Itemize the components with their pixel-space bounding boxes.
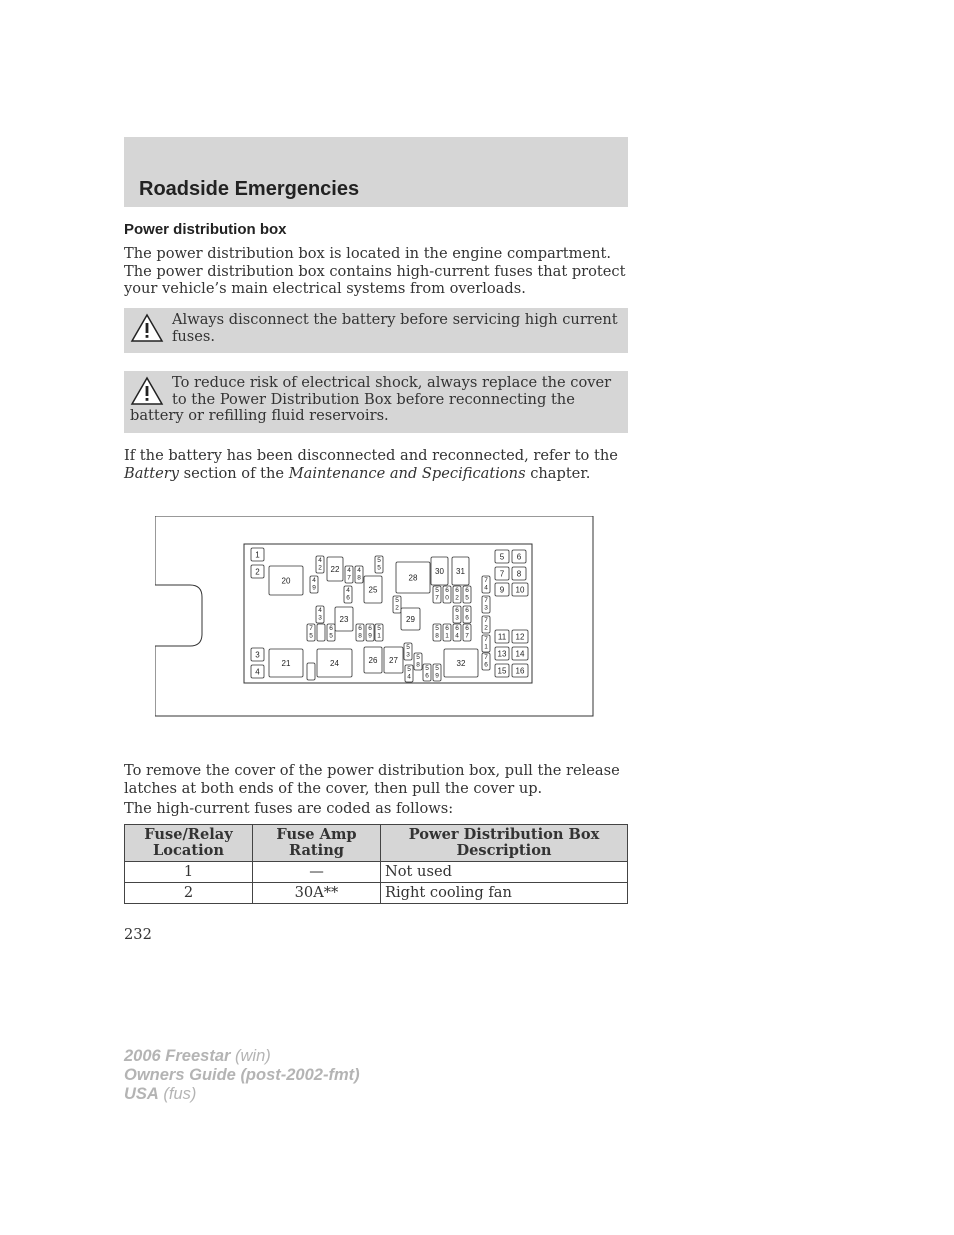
fuse-table	[124, 824, 628, 904]
fuse-label: 1	[377, 632, 381, 640]
fuse-label: 21	[281, 659, 291, 668]
footer-model-code: (win)	[230, 1047, 271, 1065]
fuse-label: 7	[347, 574, 351, 582]
fuse-label: 1	[445, 632, 449, 640]
fuse-label: 32	[456, 659, 466, 668]
fuse-label: 1	[484, 643, 488, 651]
fuse-label: 5	[395, 597, 399, 604]
remove-cover-paragraph: To remove the cover of the power distribution box, pull the release latches at both ends of the cover, then pull the cover up.	[124, 762, 620, 797]
fuse-label: 8	[435, 632, 439, 640]
fuse-label: 5	[416, 654, 420, 661]
fuse-label: 5	[377, 625, 381, 632]
fuse-label: 4	[357, 567, 361, 574]
fuse-label: 6	[358, 625, 362, 632]
fuse-label: 7	[484, 597, 488, 604]
fuse-label: 3	[318, 614, 322, 622]
section-title: Power distribution box	[124, 221, 287, 238]
warning-triangle-icon	[130, 313, 164, 343]
fuse-box-diagram	[155, 516, 594, 717]
fuse-label: 6	[445, 625, 449, 632]
fuse-label: 7	[484, 617, 488, 624]
fuse-label: 2	[395, 604, 399, 612]
fuse-label: 5	[329, 632, 333, 640]
fuse-label: 4	[312, 577, 316, 584]
header-band	[124, 137, 628, 207]
table-header: Fuse/Relay Location	[125, 825, 253, 862]
fuse-label: 15	[497, 666, 507, 676]
warning-triangle-icon	[130, 376, 164, 406]
fuse-label: 26	[368, 656, 378, 665]
document-footer	[124, 1047, 360, 1104]
chapter-title: Roadside Emergencies	[139, 178, 360, 200]
warning-box-2	[124, 371, 628, 433]
battery-ref-text-3: chapter.	[525, 464, 591, 482]
fuse-label: 7	[435, 594, 439, 602]
fuse-cell	[317, 624, 325, 641]
footer-model: 2006 Freestar	[124, 1047, 231, 1065]
fuse-label: 5	[407, 666, 411, 673]
fuse-label: 20	[281, 576, 291, 586]
fuse-label: 12	[515, 632, 525, 642]
fuse-label: 5	[406, 644, 410, 651]
battery-ref-text-1: If the battery has been disconnected and reconnected, refer to the	[124, 447, 618, 464]
fuse-label: 0	[445, 594, 449, 602]
battery-ref-italic-2: Maintenance and Specifications	[288, 464, 526, 482]
fuse-label: 6	[368, 625, 372, 632]
coded-paragraph: The high-current fuses are coded as follows:	[124, 800, 454, 817]
fuse-label: 8	[357, 574, 361, 582]
fuse-label: 5	[435, 665, 439, 672]
table-cell: Right cooling fan	[381, 883, 628, 904]
table-header-row	[125, 825, 628, 862]
fuse-label: 27	[389, 656, 398, 665]
fuse-label: 6	[445, 587, 449, 594]
fuse-label: 2	[318, 564, 322, 572]
fuse-label: 31	[456, 567, 465, 576]
table-cell: —	[253, 862, 381, 883]
fuse-label: 4	[318, 607, 322, 614]
table-cell: 30A**	[253, 883, 381, 904]
fuse-label: 9	[499, 585, 505, 595]
fuse-label: 6	[455, 625, 459, 632]
fuse-label: 7	[484, 636, 488, 643]
fuse-label: 5	[377, 557, 381, 564]
battery-reference-paragraph	[124, 447, 628, 482]
footer-market-code: (fus)	[158, 1085, 197, 1103]
fuse-label: 5	[377, 564, 381, 572]
footer-market: USA	[124, 1085, 159, 1103]
fuse-label: 23	[339, 615, 349, 624]
fuse-label: 3	[255, 650, 260, 660]
fuse-label: 24	[330, 659, 339, 668]
fuse-label: 4	[347, 567, 351, 574]
battery-ref-text-2: section of the	[179, 464, 289, 482]
fuse-label: 6	[465, 625, 469, 632]
table-cell: 2	[125, 883, 253, 904]
battery-ref-italic-1: Battery	[124, 464, 180, 482]
fuse-label: 3	[406, 651, 410, 659]
footer-guide: Owners Guide (post-2002-fmt)	[124, 1066, 360, 1084]
fuse-label: 4	[455, 632, 459, 640]
fuse-label: 28	[408, 573, 418, 583]
table-header: Fuse Amp Rating	[253, 825, 381, 862]
fuse-label: 9	[312, 584, 316, 592]
warning-box-1	[124, 308, 628, 353]
fuse-label: 3	[484, 604, 488, 612]
fuse-label: 6	[425, 672, 429, 680]
fuse-label: 14	[515, 649, 525, 659]
fuse-label: 8	[416, 661, 420, 669]
fuse-label: 2	[484, 624, 488, 632]
fuse-label: 7	[484, 577, 488, 584]
fuse-label: 7	[309, 625, 313, 632]
fuse-label: 25	[368, 585, 378, 595]
fuse-label: 3	[455, 614, 459, 622]
fuse-label: 4	[346, 587, 350, 594]
table-row	[125, 883, 628, 904]
fuse-label: 4	[255, 667, 260, 677]
fuse-label: 5	[499, 552, 505, 562]
fuse-label: 5	[465, 594, 469, 602]
fuse-label: 2	[455, 594, 459, 602]
fuse-label: 13	[497, 649, 507, 659]
fuse-label: 6	[455, 607, 459, 614]
fuse-label: 6	[329, 625, 333, 632]
fuse-label: 22	[330, 565, 340, 574]
fuse-label: 5	[435, 625, 439, 632]
fuse-label: 6	[484, 661, 488, 669]
fuse-label: 7	[499, 569, 505, 579]
fuse-label: 6	[465, 587, 469, 594]
fuse-label: 6	[465, 614, 469, 622]
fuse-label: 5	[309, 632, 313, 640]
fuse-label: 6	[465, 607, 469, 614]
fuse-label: 5	[435, 587, 439, 594]
fuse-label: 10	[515, 585, 525, 595]
fuse-label: 8	[358, 632, 362, 640]
table-cell: Not used	[381, 862, 628, 883]
fuse-label: 9	[435, 672, 439, 680]
fuse-label: 2	[255, 567, 260, 577]
fuse-label: 4	[318, 557, 322, 564]
warning-text-1: Always disconnect the battery before servicing high current fuses.	[172, 311, 618, 345]
fuse-label: 6	[346, 594, 350, 602]
fuse-label: 30	[435, 567, 444, 576]
table-row	[125, 862, 628, 883]
fuse-label: 11	[497, 632, 507, 642]
intro-paragraph: The power distribution box is located in the engine compartment. The power distribution box contains high-current fuses that protect your vehicle’s main electrical systems from overloads.	[124, 245, 626, 298]
fuse-label: 4	[407, 673, 411, 681]
fuse-label: 7	[465, 632, 469, 640]
warning-text-2: To reduce risk of electrical shock, always replace the cover to the Power Distribution Box before reconnecting the battery or refilling fluid reservoirs.	[130, 374, 612, 425]
fuse-label: 6	[516, 552, 522, 562]
fuse-label: 6	[455, 587, 459, 594]
fuse-label: 4	[484, 584, 488, 592]
fuse-cell	[307, 663, 315, 680]
fuse-label: 8	[516, 569, 522, 579]
fuse-label: 7	[484, 654, 488, 661]
table-header: Power Distribution Box Description	[381, 825, 628, 862]
fuse-label: 16	[515, 666, 525, 676]
table-cell: 1	[125, 862, 253, 883]
fuse-label: 1	[255, 550, 260, 560]
fuse-label: 5	[425, 665, 429, 672]
fuse-label: 9	[368, 632, 372, 640]
page-number: 232	[124, 926, 152, 943]
fuse-label: 29	[406, 615, 415, 624]
